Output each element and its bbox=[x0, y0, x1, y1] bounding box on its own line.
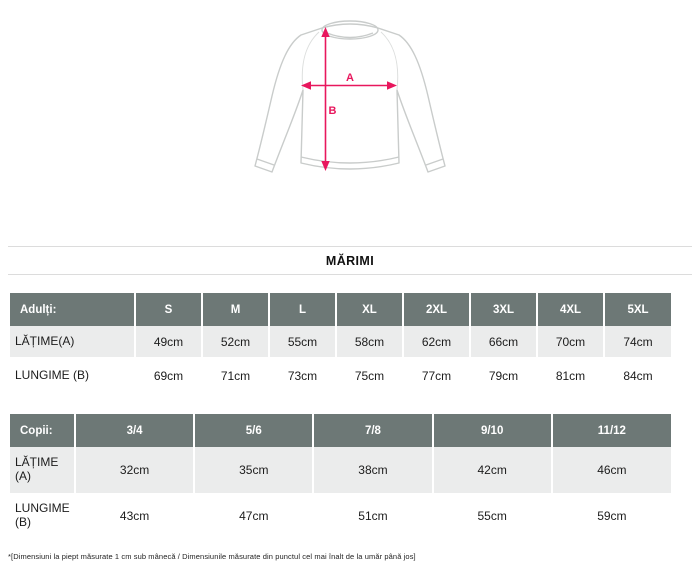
measurement-cell: 38cm bbox=[313, 447, 432, 493]
measurement-cell: 32cm bbox=[75, 447, 194, 493]
size-header-cell: S bbox=[135, 293, 202, 326]
size-chart-title: MĂRIMI bbox=[8, 246, 692, 275]
length-label-b: B bbox=[328, 105, 337, 117]
row-label: LUNGIME (B) bbox=[15, 501, 70, 529]
measurement-row bbox=[10, 357, 671, 395]
children-size-table bbox=[10, 414, 671, 539]
measurement-cell: 75cm bbox=[336, 357, 403, 395]
size-header-cell: 2XL bbox=[403, 293, 470, 326]
measurement-cell: 79cm bbox=[470, 357, 537, 395]
measurement-cell: 77cm bbox=[403, 357, 470, 395]
size-header-cell: 5XL bbox=[604, 293, 671, 326]
measurement-cell: 52cm bbox=[202, 326, 269, 357]
children-header-row bbox=[10, 414, 671, 447]
size-header-cell: 3/4 bbox=[75, 414, 194, 447]
size-header-cell: M bbox=[202, 293, 269, 326]
shirt-illustration bbox=[0, 0, 700, 246]
measurement-cell: 43cm bbox=[75, 493, 194, 539]
measurement-cell: 49cm bbox=[135, 326, 202, 357]
measurement-cell: 55cm bbox=[433, 493, 552, 539]
measurement-cell: 47cm bbox=[194, 493, 313, 539]
measurement-cell: 59cm bbox=[552, 493, 671, 539]
row-label: LĂȚIME (A) bbox=[15, 455, 59, 483]
measurement-footnote: *[Dimensiuni la piept măsurate 1 cm sub mânecă / Dimensiunile măsurate din punctul cel mai înalt de la umăr până jos] bbox=[8, 552, 416, 561]
measurement-cell: 69cm bbox=[135, 357, 202, 395]
measurement-cell: 74cm bbox=[604, 326, 671, 357]
measurement-cell: 51cm bbox=[313, 493, 432, 539]
size-header-cell: 11/12 bbox=[552, 414, 671, 447]
measurement-row bbox=[10, 326, 671, 357]
row-label: LĂȚIME(A) bbox=[15, 333, 75, 348]
size-header-cell: 7/8 bbox=[313, 414, 432, 447]
measurement-cell: 81cm bbox=[537, 357, 604, 395]
measurement-cell: 55cm bbox=[269, 326, 336, 357]
width-label-a: A bbox=[346, 72, 354, 84]
size-diagram bbox=[0, 0, 700, 246]
measurement-row bbox=[10, 447, 671, 493]
measurement-cell: 42cm bbox=[433, 447, 552, 493]
size-header-cell: 5/6 bbox=[194, 414, 313, 447]
adults-header-row bbox=[10, 293, 671, 326]
measurement-cell: 62cm bbox=[403, 326, 470, 357]
adults-size-table bbox=[10, 293, 671, 395]
table-corner-label: Adulți: bbox=[10, 293, 135, 326]
shirt-outline bbox=[255, 24, 445, 172]
table-corner-label: Copii: bbox=[10, 414, 75, 447]
measurement-cell: 73cm bbox=[269, 357, 336, 395]
size-header-cell: 9/10 bbox=[433, 414, 552, 447]
measurement-cell: 70cm bbox=[537, 326, 604, 357]
measurement-cell: 71cm bbox=[202, 357, 269, 395]
row-label: LUNGIME (B) bbox=[15, 368, 90, 383]
size-header-cell: XL bbox=[336, 293, 403, 326]
measurement-cell: 46cm bbox=[552, 447, 671, 493]
measurement-cell: 66cm bbox=[470, 326, 537, 357]
measurement-cell: 35cm bbox=[194, 447, 313, 493]
measurement-cell: 58cm bbox=[336, 326, 403, 357]
size-header-cell: 3XL bbox=[470, 293, 537, 326]
size-header-cell: 4XL bbox=[537, 293, 604, 326]
measurement-cell: 84cm bbox=[604, 357, 671, 395]
size-header-cell: L bbox=[269, 293, 336, 326]
measurement-row bbox=[10, 493, 671, 539]
